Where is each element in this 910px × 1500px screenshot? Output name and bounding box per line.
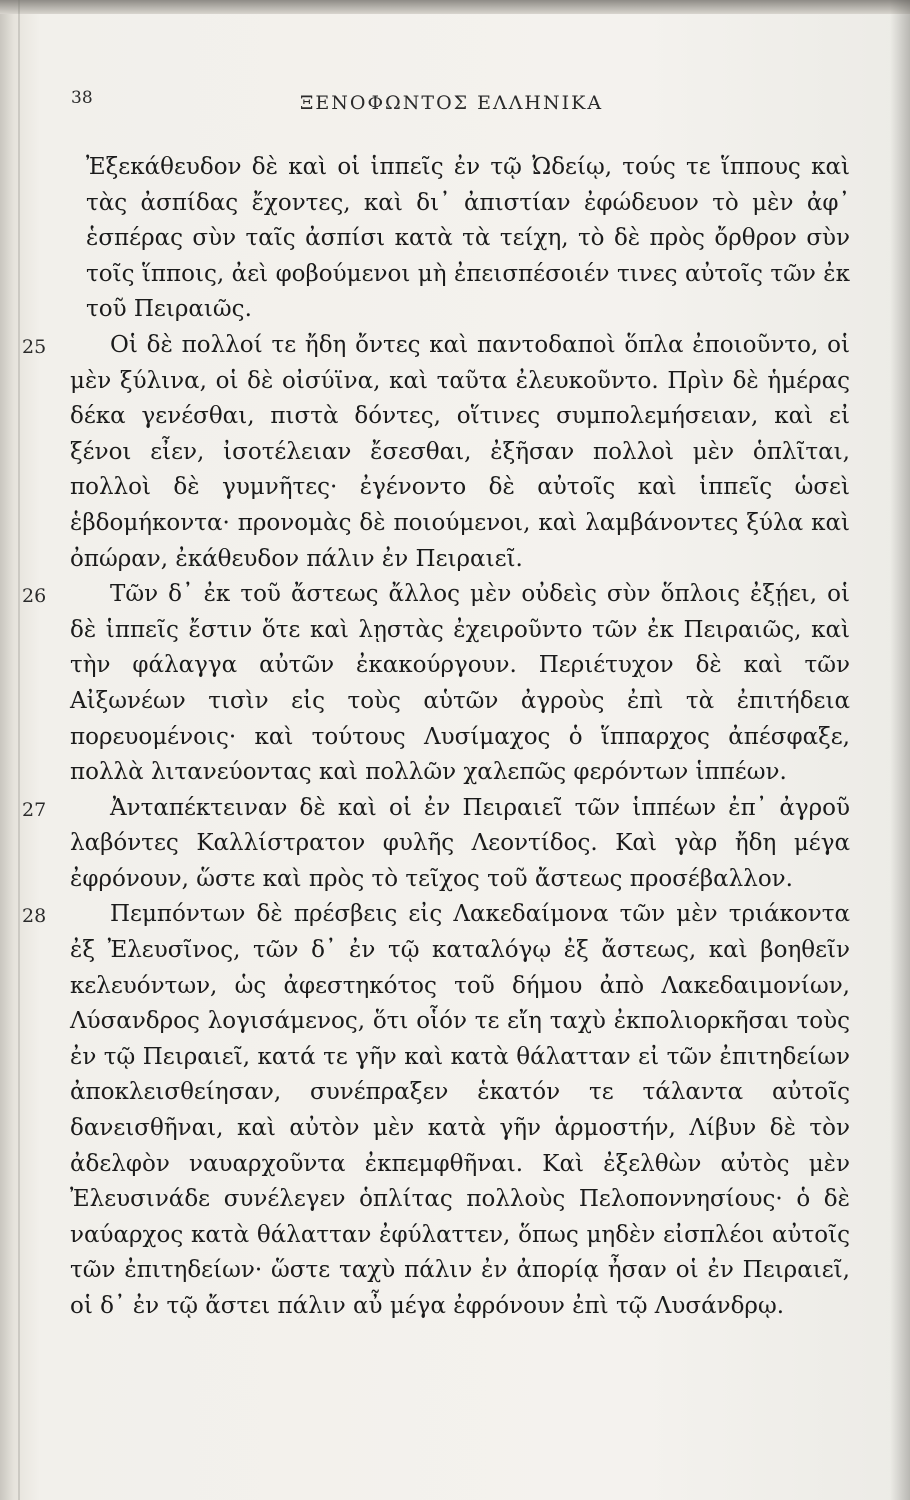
page-number: 38: [71, 88, 93, 108]
page-top-shadow: [0, 0, 910, 14]
running-title: ΞΕΝΟΦΩΝΤΟΣ ΕΛΛΗΝΙΚΑ: [300, 92, 604, 114]
paragraph-28: Πεμπόντων δὲ πρέσβεις εἰς Λακεδαίμονα τῶν μὲν τριάκοντα ἐξ Ἐλευσῖνος, τῶν δ᾽ ἐν τῷ καταλόγῳ ἐξ ἄστεως, καὶ βοηθεῖν κελευόντων, ὡς ἀφεστηκότος τοῦ δήμου ἀπὸ Λακεδαιμονίων, Λύσανδρος λογισάμενος, ὅτι οἷόν τε εἴη ταχὺ ἐκπολιορκῆσαι τοὺς ἐν τῷ Πειραιεῖ, κατά τε γῆν καὶ κατὰ θάλατταν εἰ τῶν ἐπιτηδείων ἀποκλεισθείησαν, συνέπραξεν ἑκατόν τε τάλαντα αὐτοῖς δανεισθῆναι, καὶ αὐτὸν μὲν κατὰ γῆν ἁρμοστήν, Λίβυν δὲ τὸν ἀδελφὸν ναυαρχοῦντα ἐκπεμφθῆναι. Καὶ ἐξελθὼν αὐτὸς μὲν Ἐλευσινάδε συνέλεγεν ὁπλίτας πολλοὺς Πελοποννησίους· ὁ δὲ ναύαρχος κατὰ θάλατταν ἐφύλαττεν, ὅπως μηδὲν εἰσπλέοι αὐτοῖς τῶν ἐπιτηδείων· ὥστε ταχὺ πάλιν ἐν ἀπορίᾳ ἦσαν οἱ ἐν Πειραιεῖ, οἱ δ᾽ ἐν τῷ ἄστει πάλιν αὖ μέγα ἐφρόνουν ἐπὶ τῷ Λυσάνδρῳ.: [70, 901, 850, 1319]
paragraph-25: Οἱ δὲ πολλοί τε ἤδη ὄντες καὶ παντοδαποὶ ὅπλα ἐποιοῦντο, οἱ μὲν ξύλινα, οἱ δὲ οἰσύϊνα, καὶ ταῦτα ἐλευκοῦντο. Πρὶν δὲ ἡμέρας δέκα γενέσθαι, πιστὰ δόντες, οἵτινες συμπολεμήσειαν, καὶ εἰ ξένοι εἶεν, ἰσοτέλειαν ἔσεσθαι, ἐξῆσαν πολλοὶ μὲν ὁπλῖται, πολλοὶ δὲ γυμνῆτες· ἐγένοντο δὲ αὐτοῖς καὶ ἱππεῖς ὡσεὶ ἑβδομήκοντα· προνομὰς δὲ ποιούμενοι, καὶ λαμβάνοντες ξύλα καὶ ὀπώραν, ἐκάθευδον πάλιν ἐν Πειραιεῖ.: [70, 331, 850, 572]
gutter-shadow: [18, 0, 20, 1500]
body-text: [22, 150, 850, 1325]
paragraph-27: Ἀνταπέκτειναν δὲ καὶ οἱ ἐν Πειραιεῖ τῶν ἱππέων ἐπ᾽ ἀγροῦ λαβόντες Καλλίστρατον φυλῆς Λεοντίδος. Καὶ γὰρ ἤδη μέγα ἐφρόνουν, ὥστε καὶ πρὸς τὸ τεῖχος τοῦ ἄστεως προσέβαλλον.: [70, 794, 850, 892]
section-27: [22, 791, 850, 898]
section-number-25: 25: [22, 335, 47, 358]
paragraph-26: Τῶν δ᾽ ἐκ τοῦ ἄστεως ἄλλος μὲν οὐδεὶς σὺν ὅπλοις ἐξῄει, οἱ δὲ ἱππεῖς ἔστιν ὅτε καὶ λῃστὰς ἐχειροῦντο τῶν ἐκ Πειραιῶς, καὶ τὴν φάλαγγα αὐτῶν ἐκακούργουν. Περιέτυχον δὲ καὶ τῶν Αἰξωνέων τισὶν εἰς τοὺς αὑτῶν ἀγροὺς ἐπὶ τὰ ἐπιτήδεια πορευομένοις· καὶ τούτους Λυσίμαχος ὁ ἵππαρχος ἀπέσφαξε, πολλὰ λιτανεύοντας καὶ πολλῶν χαλεπῶς φερόντων ἱππέων.: [70, 581, 850, 786]
section-number-27: 27: [22, 798, 47, 821]
page-right-shadow: [890, 0, 910, 1500]
section-number-28: 28: [22, 905, 47, 928]
section-28: [22, 897, 850, 1324]
section-number-26: 26: [22, 585, 47, 608]
paragraph-continuation: Ἐξεκάθευδον δὲ καὶ οἱ ἱππεῖς ἐν τῷ Ὠδείῳ, τούς τε ἵππους καὶ τὰς ἀσπίδας ἔχοντες, καὶ δι᾽ ἀπιστίαν ἐφώδευον τὸ μὲν ἀφ᾽ ἑσπέρας σὺν ταῖς ἀσπίσι κατὰ τὰ τείχη, τὸ δὲ πρὸς ὄρθρον σὺν τοῖς ἵπποις, ἀεὶ φοβούμενοι μὴ ἐπεισπέσοιέν τινες αὐτοῖς τῶν ἐκ τοῦ Πειραιῶς.: [86, 154, 850, 323]
section-25: [22, 328, 850, 577]
section-26: [22, 577, 850, 791]
